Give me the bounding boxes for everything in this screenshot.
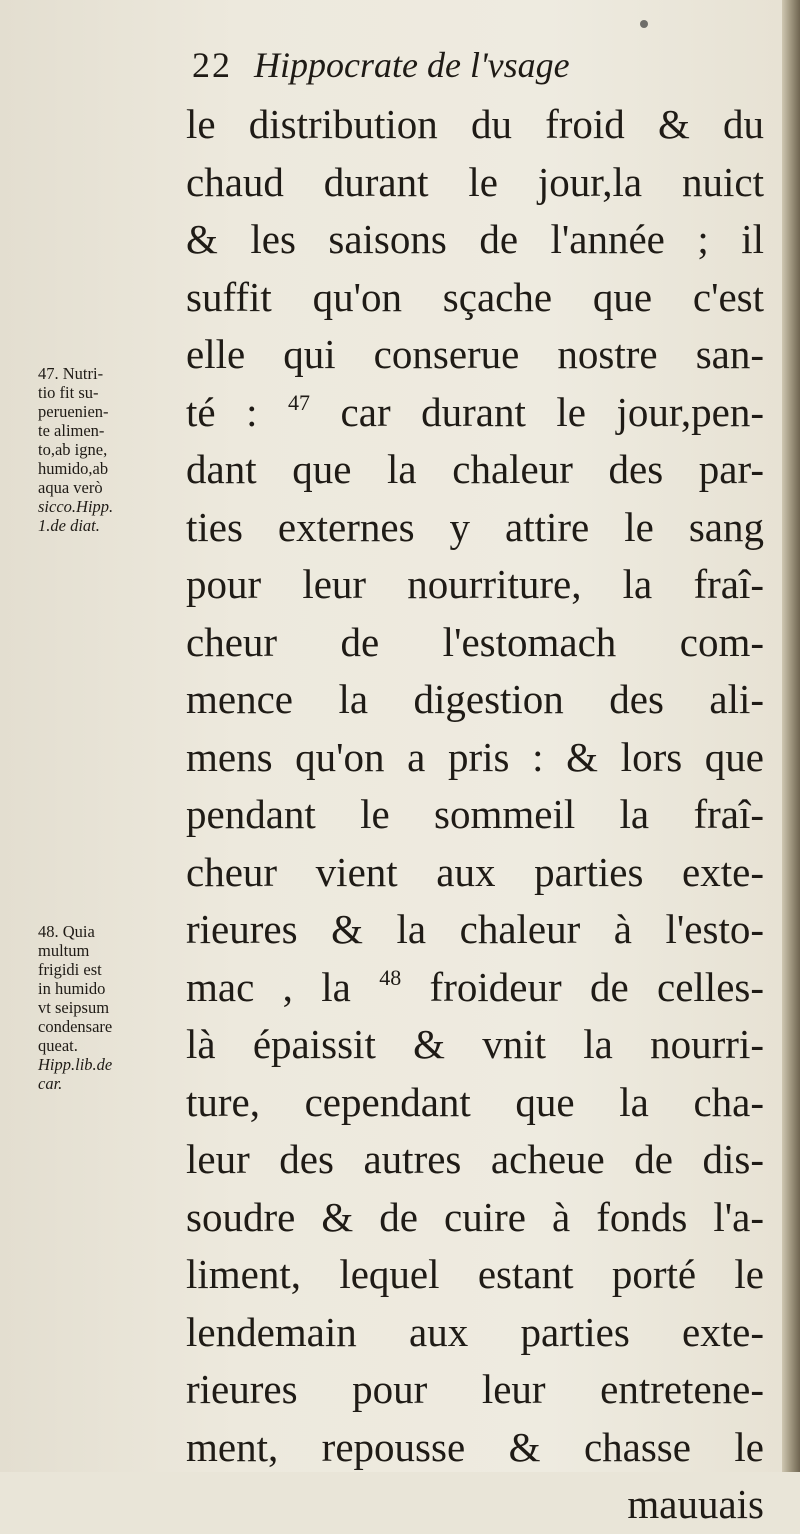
text-line: lendemain aux parties exte-: [186, 1308, 764, 1355]
note-line: multum: [38, 941, 90, 960]
text-line: liment, lequel estant porté le: [186, 1251, 764, 1297]
note-line: frigidi est: [38, 960, 102, 979]
text-line: suffit qu'on sçache que c'est: [186, 273, 764, 320]
note-line: 48. Quia: [38, 922, 95, 941]
text-fragment: car durant le jour,pen-: [310, 388, 764, 435]
note-line: humido,ab: [38, 459, 109, 478]
text-line: le distribution du froid & du: [186, 101, 764, 147]
marginal-note-47: [38, 364, 178, 535]
note-line: sicco.Hipp.: [38, 497, 114, 516]
note-line: queat.: [38, 1036, 78, 1055]
note-line: tio fit su-: [38, 383, 99, 402]
text-line-with-ref-48: [186, 959, 764, 1017]
text-line: elle qui conserue nostre san-: [186, 331, 764, 377]
running-header: [192, 44, 570, 92]
text-line: mence la digestion des ali-: [186, 676, 764, 722]
note-line: te alimen-: [38, 421, 105, 440]
text-fragment: té :: [186, 388, 289, 435]
ink-speck: [640, 20, 648, 28]
text-line: ties externes y attire le sang: [186, 503, 764, 550]
text-line: rieures pour leur entretene-: [186, 1366, 764, 1412]
note-line: peruenien-: [38, 402, 109, 421]
body-text: [186, 96, 764, 1534]
text-line: mens qu'on a pris : & lors que: [186, 733, 764, 780]
footnote-ref-47: 47: [288, 389, 311, 415]
note-line: to,ab igne,: [38, 440, 108, 459]
note-line: vt seipsum: [38, 998, 110, 1017]
text-line: là épaissit & vnit la nourri-: [186, 1021, 764, 1067]
text-fragment: mac , la: [186, 963, 380, 1010]
note-line: Hipp.lib.de: [38, 1055, 113, 1074]
text-line: cheur vient aux parties exte-: [186, 848, 764, 895]
text-line: soudre & de cuire à fonds l'a-: [186, 1193, 764, 1240]
note-line: condensare: [38, 1017, 113, 1036]
footnote-ref-48: 48: [379, 964, 402, 990]
note-line: in humido: [38, 979, 106, 998]
text-line: & les saisons de l'année ; il: [186, 216, 764, 262]
text-line: dant que la chaleur des par-: [186, 446, 764, 492]
text-line: leur des autres acheue de dis-: [186, 1136, 764, 1182]
text-line: pour leur nourriture, la fraî-: [186, 561, 764, 607]
running-title: Hippocrate de l'vsage: [254, 45, 570, 85]
text-line: ment, repousse & chasse le: [186, 1423, 764, 1470]
note-line: car.: [38, 1074, 63, 1093]
text-line-with-ref-47: [186, 384, 764, 442]
text-line: pendant le sommeil la fraî-: [186, 791, 764, 837]
note-line: 1.de diat.: [38, 516, 100, 535]
note-line: 47. Nutri-: [38, 364, 104, 383]
text-line: chaud durant le jour,la nuict: [186, 158, 764, 205]
text-line: cheur de l'estomach com-: [186, 618, 764, 665]
text-line: ture, cependant que la cha-: [186, 1078, 764, 1125]
page-number: 22: [192, 45, 232, 85]
text-line: rieures & la chaleur à l'esto-: [186, 906, 764, 952]
marginal-note-48: [38, 922, 178, 1093]
book-gutter: [782, 0, 800, 1472]
text-fragment: froideur de celles-: [401, 963, 764, 1010]
catchword: mauuais: [627, 1481, 764, 1527]
note-line: aqua verò: [38, 478, 103, 497]
